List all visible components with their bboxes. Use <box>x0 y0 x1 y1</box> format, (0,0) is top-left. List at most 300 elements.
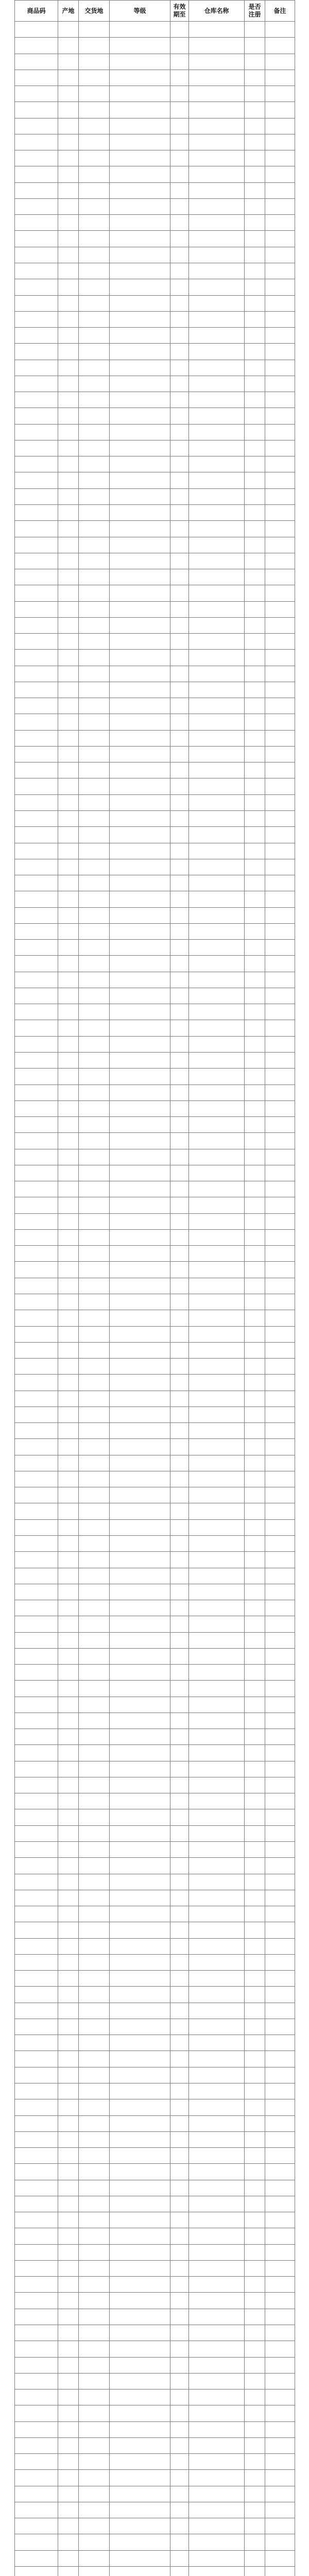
cell-registered <box>245 2019 265 2035</box>
table-row <box>15 907 295 923</box>
cell-valid-until <box>170 1745 189 1761</box>
cell-grade <box>110 1584 170 1600</box>
cell-registered <box>245 2228 265 2244</box>
cell-warehouse-name <box>189 988 245 1004</box>
cell-delivery-location <box>79 311 110 327</box>
cell-product-code <box>15 118 58 134</box>
cell-grade <box>110 1406 170 1422</box>
cell-origin <box>58 2099 79 2115</box>
cell-delivery-location <box>79 504 110 520</box>
cell-remarks <box>265 1069 295 1084</box>
cell-remarks <box>265 1729 295 1745</box>
cell-valid-until <box>170 1471 189 1487</box>
cell-registered <box>245 875 265 891</box>
cell-remarks <box>265 1906 295 1922</box>
cell-product-code <box>15 247 58 263</box>
cell-delivery-location <box>79 231 110 247</box>
cell-delivery-location <box>79 54 110 70</box>
cell-delivery-location <box>79 1777 110 1793</box>
cell-delivery-location <box>79 424 110 440</box>
cell-valid-until <box>170 2518 189 2534</box>
cell-registered <box>245 2196 265 2212</box>
cell-delivery-location <box>79 2083 110 2099</box>
cell-valid-until <box>170 1133 189 1149</box>
cell-registered <box>245 2341 265 2357</box>
cell-registered <box>245 2067 265 2083</box>
cell-origin <box>58 2131 79 2147</box>
cell-registered <box>245 1471 265 1487</box>
cell-warehouse-name <box>189 1455 245 1471</box>
cell-remarks <box>265 2309 295 2325</box>
cell-valid-until <box>170 1971 189 1987</box>
cell-valid-until <box>170 1278 189 1294</box>
cell-valid-until <box>170 1069 189 1084</box>
cell-registered <box>245 1294 265 1310</box>
cell-origin <box>58 2486 79 2502</box>
cell-origin <box>58 1552 79 1568</box>
cell-valid-until <box>170 1181 189 1197</box>
cell-origin <box>58 2325 79 2341</box>
cell-remarks <box>265 1117 295 1133</box>
cell-product-code <box>15 714 58 730</box>
table-row <box>15 504 295 520</box>
cell-origin <box>58 2244 79 2260</box>
cell-warehouse-name <box>189 1294 245 1310</box>
cell-product-code <box>15 811 58 827</box>
cell-product-code <box>15 1406 58 1422</box>
table-row <box>15 1971 295 1987</box>
cell-grade <box>110 2003 170 2019</box>
cell-warehouse-name <box>189 2470 245 2486</box>
cell-registered <box>245 2373 265 2389</box>
cell-valid-until <box>170 569 189 585</box>
cell-product-code <box>15 1342 58 1358</box>
cell-valid-until <box>170 1375 189 1391</box>
cell-valid-until <box>170 682 189 698</box>
cell-valid-until <box>170 1954 189 1970</box>
cell-warehouse-name <box>189 166 245 182</box>
cell-warehouse-name <box>189 1326 245 1342</box>
cell-grade <box>110 1681 170 1697</box>
cell-product-code <box>15 2325 58 2341</box>
cell-product-code <box>15 1197 58 1213</box>
cell-registered <box>245 38 265 54</box>
cell-delivery-location <box>79 376 110 392</box>
cell-delivery-location <box>79 150 110 166</box>
cell-delivery-location <box>79 2437 110 2453</box>
cell-warehouse-name <box>189 1890 245 1906</box>
table-row <box>15 923 295 939</box>
cell-origin <box>58 2164 79 2180</box>
cell-valid-until <box>170 1987 189 2003</box>
cell-origin <box>58 859 79 875</box>
cell-origin <box>58 940 79 956</box>
cell-product-code <box>15 2405 58 2421</box>
cell-valid-until <box>170 344 189 360</box>
cell-warehouse-name <box>189 1681 245 1697</box>
cell-origin <box>58 1117 79 1133</box>
cell-warehouse-name <box>189 1229 245 1245</box>
cell-origin <box>58 1020 79 1036</box>
cell-grade <box>110 134 170 150</box>
cell-origin <box>58 1890 79 1906</box>
table-row <box>15 54 295 70</box>
cell-valid-until <box>170 1568 189 1584</box>
cell-registered <box>245 2260 265 2276</box>
cell-grade <box>110 231 170 247</box>
table-row <box>15 408 295 424</box>
cell-delivery-location <box>79 2534 110 2550</box>
cell-valid-until <box>170 1117 189 1133</box>
cell-origin <box>58 166 79 182</box>
cell-warehouse-name <box>189 392 245 408</box>
cell-valid-until <box>170 1858 189 1874</box>
cell-delivery-location <box>79 1117 110 1133</box>
cell-registered <box>245 2357 265 2373</box>
cell-grade <box>110 1600 170 1616</box>
header-origin: 产地 <box>58 1 79 22</box>
cell-valid-until <box>170 2067 189 2083</box>
cell-valid-until <box>170 650 189 666</box>
cell-grade <box>110 1375 170 1391</box>
cell-grade <box>110 1793 170 1809</box>
cell-grade <box>110 1278 170 1294</box>
cell-registered <box>245 2148 265 2164</box>
cell-valid-until <box>170 2437 189 2453</box>
cell-valid-until <box>170 38 189 54</box>
cell-grade <box>110 1423 170 1439</box>
cell-origin <box>58 1938 79 1954</box>
cell-origin <box>58 2260 79 2276</box>
table-row <box>15 150 295 166</box>
table-row <box>15 2067 295 2083</box>
cell-warehouse-name <box>189 1842 245 1858</box>
cell-origin <box>58 1406 79 1422</box>
cell-grade <box>110 215 170 231</box>
cell-valid-until <box>170 1149 189 1165</box>
cell-product-code <box>15 1487 58 1503</box>
cell-product-code <box>15 1391 58 1406</box>
cell-delivery-location <box>79 1084 110 1100</box>
cell-product-code <box>15 1922 58 1938</box>
cell-delivery-location <box>79 488 110 504</box>
cell-warehouse-name <box>189 1745 245 1761</box>
cell-remarks <box>265 1713 295 1728</box>
cell-origin <box>58 1391 79 1406</box>
cell-remarks <box>265 1278 295 1294</box>
cell-product-code <box>15 22 58 38</box>
cell-delivery-location <box>79 1954 110 1970</box>
cell-valid-until <box>170 488 189 504</box>
cell-origin <box>58 1084 79 1100</box>
cell-grade <box>110 2131 170 2147</box>
cell-grade <box>110 2067 170 2083</box>
cell-valid-until <box>170 1326 189 1342</box>
cell-origin <box>58 923 79 939</box>
cell-origin <box>58 2357 79 2373</box>
cell-origin <box>58 1906 79 1922</box>
cell-valid-until <box>170 504 189 520</box>
cell-warehouse-name <box>189 2454 245 2470</box>
cell-product-code <box>15 794 58 810</box>
cell-remarks <box>265 1858 295 1874</box>
cell-valid-until <box>170 746 189 762</box>
cell-delivery-location <box>79 537 110 553</box>
table-row <box>15 1825 295 1841</box>
cell-delivery-location <box>79 2470 110 2486</box>
cell-delivery-location <box>79 2196 110 2212</box>
cell-valid-until <box>170 811 189 827</box>
cell-product-code <box>15 1681 58 1697</box>
cell-delivery-location <box>79 1600 110 1616</box>
cell-grade <box>110 891 170 907</box>
cell-remarks <box>265 456 295 472</box>
cell-warehouse-name <box>189 1053 245 1069</box>
cell-valid-until <box>170 1342 189 1358</box>
cell-warehouse-name <box>189 1761 245 1777</box>
cell-warehouse-name <box>189 2228 245 2244</box>
cell-registered <box>245 1342 265 1358</box>
cell-delivery-location <box>79 2228 110 2244</box>
cell-valid-until <box>170 166 189 182</box>
cell-delivery-location <box>79 698 110 714</box>
cell-grade <box>110 1487 170 1503</box>
cell-origin <box>58 714 79 730</box>
cell-grade <box>110 1084 170 1100</box>
cell-grade <box>110 1825 170 1841</box>
cell-origin <box>58 2115 79 2131</box>
table-row <box>15 1890 295 1906</box>
cell-grade <box>110 344 170 360</box>
table-row <box>15 1084 295 1100</box>
cell-remarks <box>265 2325 295 2341</box>
table-row <box>15 344 295 360</box>
cell-delivery-location <box>79 617 110 633</box>
cell-product-code <box>15 1165 58 1181</box>
cell-registered <box>245 778 265 794</box>
cell-remarks <box>265 2115 295 2131</box>
cell-delivery-location <box>79 1761 110 1777</box>
cell-registered <box>245 1020 265 1036</box>
cell-registered <box>245 86 265 102</box>
cell-registered <box>245 1729 265 1745</box>
cell-grade <box>110 54 170 70</box>
table-row <box>15 2454 295 2470</box>
cell-registered <box>245 746 265 762</box>
cell-delivery-location <box>79 634 110 650</box>
cell-remarks <box>265 1165 295 1181</box>
cell-origin <box>58 2470 79 2486</box>
cell-remarks <box>265 22 295 38</box>
cell-warehouse-name <box>189 521 245 537</box>
cell-warehouse-name <box>189 1359 245 1375</box>
cell-origin <box>58 1648 79 1664</box>
cell-product-code <box>15 215 58 231</box>
cell-registered <box>245 907 265 923</box>
cell-delivery-location <box>79 730 110 746</box>
cell-warehouse-name <box>189 2550 245 2566</box>
cell-warehouse-name <box>189 1713 245 1728</box>
cell-valid-until <box>170 2486 189 2502</box>
cell-remarks <box>265 2277 295 2293</box>
cell-grade <box>110 875 170 891</box>
cell-valid-until <box>170 698 189 714</box>
cell-registered <box>245 569 265 585</box>
cell-origin <box>58 762 79 778</box>
cell-delivery-location <box>79 1697 110 1713</box>
cell-warehouse-name <box>189 1439 245 1455</box>
cell-product-code <box>15 1809 58 1825</box>
cell-origin <box>58 827 79 843</box>
cell-warehouse-name <box>189 311 245 327</box>
cell-remarks <box>265 2437 295 2453</box>
cell-delivery-location <box>79 2212 110 2228</box>
table-row <box>15 1954 295 1970</box>
cell-valid-until <box>170 2421 189 2437</box>
cell-remarks <box>265 376 295 392</box>
cell-product-code <box>15 2357 58 2373</box>
cell-delivery-location <box>79 2518 110 2534</box>
cell-delivery-location <box>79 1053 110 1069</box>
cell-valid-until <box>170 2405 189 2421</box>
cell-valid-until <box>170 714 189 730</box>
cell-valid-until <box>170 408 189 424</box>
cell-origin <box>58 150 79 166</box>
cell-origin <box>58 2277 79 2293</box>
cell-remarks <box>265 54 295 70</box>
cell-delivery-location <box>79 1922 110 1938</box>
cell-valid-until <box>170 2373 189 2389</box>
cell-valid-until <box>170 2260 189 2276</box>
cell-origin <box>58 2405 79 2421</box>
cell-remarks <box>265 1455 295 1471</box>
cell-delivery-location <box>79 1971 110 1987</box>
table-row <box>15 811 295 827</box>
cell-valid-until <box>170 2212 189 2228</box>
table-row <box>15 1246 295 1262</box>
cell-valid-until <box>170 794 189 810</box>
cell-registered <box>245 1262 265 1278</box>
cell-product-code <box>15 1568 58 1584</box>
cell-registered <box>245 295 265 311</box>
cell-grade <box>110 956 170 972</box>
cell-origin <box>58 1197 79 1213</box>
cell-warehouse-name <box>189 2131 245 2147</box>
cell-delivery-location <box>79 263 110 279</box>
cell-product-code <box>15 2035 58 2051</box>
cell-grade <box>110 2277 170 2293</box>
cell-grade <box>110 1197 170 1213</box>
cell-origin <box>58 1326 79 1342</box>
cell-registered <box>245 1197 265 1213</box>
cell-product-code <box>15 778 58 794</box>
cell-registered <box>245 617 265 633</box>
cell-origin <box>58 392 79 408</box>
table-row <box>15 247 295 263</box>
cell-valid-until <box>170 215 189 231</box>
cell-registered <box>245 1069 265 1084</box>
cell-remarks <box>265 2518 295 2534</box>
cell-registered <box>245 2325 265 2341</box>
table-row <box>15 166 295 182</box>
cell-origin <box>58 601 79 617</box>
cell-warehouse-name <box>189 601 245 617</box>
cell-valid-until <box>170 70 189 86</box>
cell-warehouse-name <box>189 1004 245 1020</box>
cell-product-code <box>15 1648 58 1664</box>
cell-grade <box>110 2099 170 2115</box>
cell-product-code <box>15 1181 58 1197</box>
cell-registered <box>245 1133 265 1149</box>
cell-valid-until <box>170 295 189 311</box>
cell-delivery-location <box>79 1632 110 1648</box>
cell-product-code <box>15 988 58 1004</box>
table-header-row <box>15 1 295 22</box>
cell-remarks <box>265 1825 295 1841</box>
cell-warehouse-name <box>189 843 245 859</box>
cell-registered <box>245 70 265 86</box>
table-row <box>15 1842 295 1858</box>
cell-product-code <box>15 1229 58 1245</box>
cell-valid-until <box>170 424 189 440</box>
table-row <box>15 2212 295 2228</box>
cell-delivery-location <box>79 1584 110 1600</box>
cell-warehouse-name <box>189 1165 245 1181</box>
cell-registered <box>245 2405 265 2421</box>
cell-remarks <box>265 1406 295 1422</box>
cell-remarks <box>265 1874 295 1890</box>
cell-origin <box>58 231 79 247</box>
cell-origin <box>58 2212 79 2228</box>
cell-warehouse-name <box>189 2486 245 2502</box>
cell-remarks <box>265 2212 295 2228</box>
cell-grade <box>110 1503 170 1519</box>
cell-product-code <box>15 1471 58 1487</box>
cell-remarks <box>265 714 295 730</box>
cell-origin <box>58 22 79 38</box>
cell-remarks <box>265 1632 295 1648</box>
table-row <box>15 1133 295 1149</box>
cell-registered <box>245 472 265 488</box>
cell-grade <box>110 1326 170 1342</box>
cell-registered <box>245 682 265 698</box>
cell-delivery-location <box>79 1890 110 1906</box>
table-row <box>15 1391 295 1406</box>
cell-delivery-location <box>79 569 110 585</box>
cell-registered <box>245 1761 265 1777</box>
cell-product-code <box>15 279 58 295</box>
cell-grade <box>110 2405 170 2421</box>
table-row <box>15 1149 295 1165</box>
cell-delivery-location <box>79 295 110 311</box>
cell-origin <box>58 617 79 633</box>
cell-product-code <box>15 1375 58 1391</box>
cell-valid-until <box>170 376 189 392</box>
cell-delivery-location <box>79 2293 110 2309</box>
cell-warehouse-name <box>189 714 245 730</box>
cell-registered <box>245 215 265 231</box>
cell-grade <box>110 150 170 166</box>
cell-remarks <box>265 1519 295 1535</box>
cell-warehouse-name <box>189 1487 245 1503</box>
cell-grade <box>110 38 170 54</box>
cell-warehouse-name <box>189 2373 245 2389</box>
cell-delivery-location <box>79 2019 110 2035</box>
cell-registered <box>245 2293 265 2309</box>
cell-product-code <box>15 537 58 553</box>
cell-delivery-location <box>79 2357 110 2373</box>
cell-origin <box>58 2309 79 2325</box>
